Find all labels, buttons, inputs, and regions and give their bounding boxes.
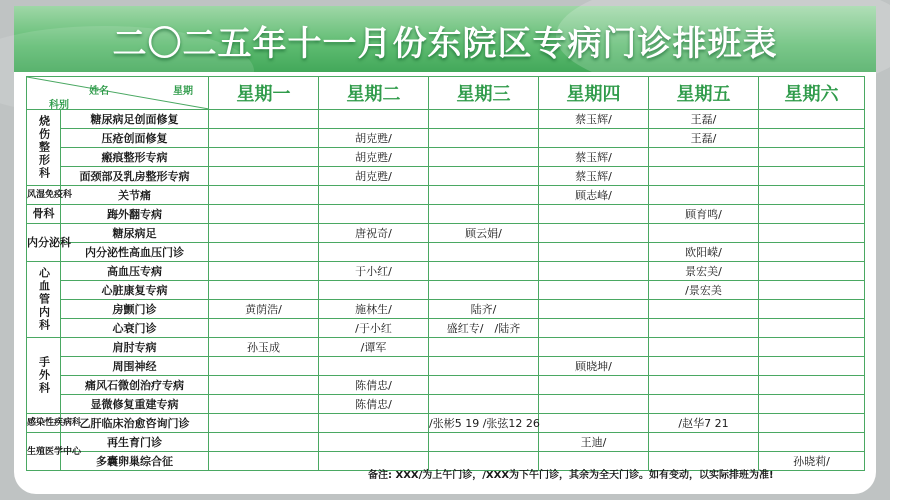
schedule-cell [209, 414, 319, 433]
specialty-cell: 内分泌性高血压门诊 [61, 243, 209, 262]
schedule-cell: 欧阳嵘/ [649, 243, 759, 262]
schedule-cell [429, 167, 539, 186]
schedule-cell: /谭军 [319, 338, 429, 357]
schedule-cell [429, 110, 539, 129]
schedule-cell: /张彬5 19 /张弦12 26 [429, 414, 539, 433]
table-row [27, 224, 865, 243]
schedule-table [26, 76, 865, 471]
header-banner [14, 6, 876, 72]
schedule-cell [429, 357, 539, 376]
dept-cell-rheum: 风湿免疫科 [27, 186, 61, 205]
schedule-cell [209, 148, 319, 167]
schedule-cell: 孙晓莉/ [759, 452, 865, 471]
table-row [27, 148, 865, 167]
schedule-cell [539, 376, 649, 395]
day-header-sat: 星期六 [759, 77, 865, 110]
page-title: 二〇二五年十一月份东院区专病门诊排班表 [112, 24, 778, 64]
schedule-cell: 顾晓坤/ [539, 357, 649, 376]
schedule-cell [759, 224, 865, 243]
day-header-mon: 星期一 [209, 77, 319, 110]
schedule-cell [649, 319, 759, 338]
corner-week-label: 星期 [173, 86, 193, 97]
schedule-board [14, 6, 876, 494]
specialty-cell: 心脏康复专病 [61, 281, 209, 300]
schedule-cell [319, 205, 429, 224]
schedule-cell [759, 129, 865, 148]
table-row [27, 262, 865, 281]
schedule-cell [649, 433, 759, 452]
specialty-cell: 面颈部及乳房整形专病 [61, 167, 209, 186]
table-row [27, 433, 865, 452]
schedule-cell [209, 110, 319, 129]
schedule-cell: 蔡玉辉/ [539, 148, 649, 167]
schedule-cell [759, 395, 865, 414]
schedule-cell [759, 433, 865, 452]
schedule-cell [649, 167, 759, 186]
schedule-cell [649, 224, 759, 243]
schedule-cell: 唐祝奇/ [319, 224, 429, 243]
table-row [27, 338, 865, 357]
schedule-cell [209, 243, 319, 262]
schedule-cell: 蔡玉辉/ [539, 167, 649, 186]
schedule-cell [319, 433, 429, 452]
schedule-cell [209, 129, 319, 148]
schedule-cell [539, 243, 649, 262]
schedule-cell [649, 148, 759, 167]
table-row [27, 129, 865, 148]
schedule-cell [649, 186, 759, 205]
schedule-cell [759, 338, 865, 357]
schedule-cell [319, 186, 429, 205]
table-row [27, 319, 865, 338]
schedule-cell: /于小红 [319, 319, 429, 338]
header-row [27, 77, 865, 110]
day-header-tue: 星期二 [319, 77, 429, 110]
schedule-cell [539, 262, 649, 281]
schedule-cell [539, 129, 649, 148]
schedule-cell [759, 148, 865, 167]
schedule-cell [209, 167, 319, 186]
schedule-cell: 蔡玉辉/ [539, 110, 649, 129]
schedule-cell [759, 319, 865, 338]
specialty-cell: 瘢痕整形专病 [61, 148, 209, 167]
schedule-cell: /景宏美 [649, 281, 759, 300]
table-row [27, 110, 865, 129]
day-header-wed: 星期三 [429, 77, 539, 110]
schedule-cell [759, 110, 865, 129]
dept-cell-hand: 手外科 [27, 338, 61, 414]
schedule-cell: 王磊/ [649, 129, 759, 148]
schedule-cell [429, 243, 539, 262]
schedule-cell [649, 395, 759, 414]
schedule-cell [429, 433, 539, 452]
schedule-cell [759, 414, 865, 433]
specialty-cell: 关节痛 [61, 186, 209, 205]
dept-cell-repro: 生殖医学中心 [27, 433, 61, 471]
schedule-cell [759, 376, 865, 395]
schedule-cell: 胡克甦/ [319, 129, 429, 148]
schedule-cell: 王迪/ [539, 433, 649, 452]
schedule-cell [319, 110, 429, 129]
schedule-cell [209, 262, 319, 281]
footnote: 备注: XXX/为上午门诊，/XXX为下午门诊，其余为全天门诊。如有变动，以实际排班为准! [368, 470, 774, 481]
corner-dept-label: 科别 [49, 100, 69, 111]
schedule-cell [539, 205, 649, 224]
specialty-cell: 糖尿病足创面修复 [61, 110, 209, 129]
schedule-cell [209, 186, 319, 205]
schedule-cell: 顾志峰/ [539, 186, 649, 205]
schedule-cell: 景宏美/ [649, 262, 759, 281]
specialty-cell: 糖尿病足 [61, 224, 209, 243]
schedule-cell: 陆齐/ [429, 300, 539, 319]
specialty-cell: 心衰门诊 [61, 319, 209, 338]
schedule-cell [759, 205, 865, 224]
schedule-cell [209, 319, 319, 338]
specialty-cell: 多囊卵巢综合征 [61, 452, 209, 471]
schedule-cell [539, 414, 649, 433]
schedule-cell [649, 300, 759, 319]
table-row [27, 414, 865, 433]
schedule-body [27, 110, 865, 471]
schedule-cell: 施林生/ [319, 300, 429, 319]
schedule-cell [429, 205, 539, 224]
schedule-cell [429, 376, 539, 395]
schedule-cell [209, 452, 319, 471]
schedule-cell [429, 148, 539, 167]
table-row [27, 281, 865, 300]
schedule-cell [319, 243, 429, 262]
specialty-cell: 房颤门诊 [61, 300, 209, 319]
corner-name-label: 姓名 [89, 86, 109, 97]
table-row [27, 357, 865, 376]
table-row [27, 167, 865, 186]
schedule-cell [429, 338, 539, 357]
corner-cell [27, 77, 209, 110]
schedule-cell [759, 281, 865, 300]
schedule-cell: 王磊/ [649, 110, 759, 129]
specialty-cell: 高血压专病 [61, 262, 209, 281]
schedule-cell [759, 186, 865, 205]
specialty-cell: 痛风石微创治疗专病 [61, 376, 209, 395]
schedule-cell [539, 224, 649, 243]
schedule-cell: 黄荫浩/ [209, 300, 319, 319]
schedule-cell: 盛红专/ /陆齐 [429, 319, 539, 338]
schedule-cell: 于小红/ [319, 262, 429, 281]
schedule-cell [759, 167, 865, 186]
schedule-cell [209, 205, 319, 224]
schedule-cell [539, 319, 649, 338]
table-row [27, 186, 865, 205]
schedule-cell: 陈倩忠/ [319, 395, 429, 414]
schedule-cell [539, 300, 649, 319]
schedule-cell: 胡克甦/ [319, 167, 429, 186]
schedule-cell: 陈倩忠/ [319, 376, 429, 395]
schedule-cell [429, 129, 539, 148]
schedule-cell [429, 395, 539, 414]
table-row [27, 205, 865, 224]
schedule-cell [209, 433, 319, 452]
table-row [27, 376, 865, 395]
schedule-cell: 孙玉成 [209, 338, 319, 357]
dept-cell-endo: 内分泌科 [27, 224, 61, 262]
specialty-cell: 周围神经 [61, 357, 209, 376]
schedule-cell [209, 395, 319, 414]
day-header-thu: 星期四 [539, 77, 649, 110]
table-row [27, 243, 865, 262]
schedule-cell [759, 262, 865, 281]
specialty-cell: 肩肘专病 [61, 338, 209, 357]
schedule-cell [209, 224, 319, 243]
schedule-cell [319, 281, 429, 300]
schedule-cell [539, 338, 649, 357]
dept-cell-infect: 感染性疾病科 [27, 414, 61, 433]
schedule-cell [649, 357, 759, 376]
table-row [27, 395, 865, 414]
specialty-cell: 再生育门诊 [61, 433, 209, 452]
schedule-cell [759, 243, 865, 262]
schedule-cell: /赵华7 21 [649, 414, 759, 433]
schedule-cell [649, 338, 759, 357]
schedule-cell [209, 376, 319, 395]
specialty-cell: 踇外翻专病 [61, 205, 209, 224]
schedule-cell [649, 376, 759, 395]
specialty-cell: 乙肝临床治愈咨询门诊 [61, 414, 209, 433]
table-row [27, 300, 865, 319]
schedule-cell: 胡克甦/ [319, 148, 429, 167]
schedule-cell [539, 395, 649, 414]
specialty-cell: 压疮创面修复 [61, 129, 209, 148]
dept-cell-cardio: 心血管内科 [27, 262, 61, 338]
schedule-cell: 顾云娟/ [429, 224, 539, 243]
schedule-cell [429, 262, 539, 281]
schedule-cell [539, 281, 649, 300]
day-header-fri: 星期五 [649, 77, 759, 110]
schedule-cell [759, 300, 865, 319]
schedule-cell [319, 414, 429, 433]
schedule-cell [429, 186, 539, 205]
schedule-cell [319, 357, 429, 376]
schedule-cell [209, 357, 319, 376]
schedule-cell: 顾育鸣/ [649, 205, 759, 224]
dept-cell-ortho: 骨科 [27, 205, 61, 224]
dept-cell-burn: 烧伤整形科 [27, 110, 61, 186]
specialty-cell: 显微修复重建专病 [61, 395, 209, 414]
schedule-cell [429, 281, 539, 300]
schedule-cell [209, 281, 319, 300]
schedule-cell [759, 357, 865, 376]
